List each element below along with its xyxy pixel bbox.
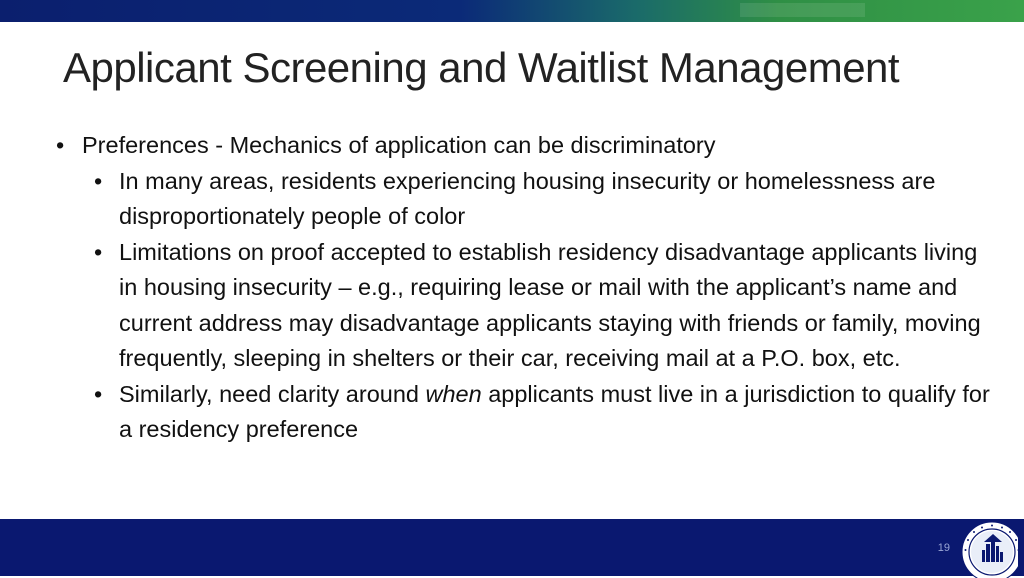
slide-content xyxy=(56,128,996,448)
bullet-marker: • xyxy=(94,167,103,194)
seal-graphic xyxy=(960,520,1018,578)
bullet-marker: • xyxy=(56,132,65,158)
sub-bullet-text-start: Similarly, need clarity around xyxy=(119,380,426,407)
emphasis-text: when xyxy=(425,380,482,407)
header-bar xyxy=(0,0,1024,22)
page-number: 19 xyxy=(937,542,950,554)
bullet-marker: • xyxy=(94,238,103,265)
bullet-marker: • xyxy=(94,380,103,407)
sub-bullet-item xyxy=(94,377,996,448)
header-bar-highlight xyxy=(740,3,865,17)
bullet-item xyxy=(56,128,996,164)
hud-seal-icon xyxy=(960,520,1018,578)
sub-bullet-item xyxy=(94,164,996,235)
bullet-text: Preferences - Mechanics of application can be discriminatory xyxy=(82,132,716,158)
footer-bar xyxy=(0,519,1024,576)
sub-bullet-text-end: applicants must live in a jurisdiction to qualify for a residency preference xyxy=(119,380,990,442)
sub-bullet-text: In many areas, residents experiencing housing insecurity or homelessness are disproportionately people of color xyxy=(119,167,936,229)
slide-title: Applicant Screening and Waitlist Management xyxy=(63,44,900,91)
sub-bullet-item xyxy=(94,235,996,377)
sub-bullet-text: Limitations on proof accepted to establish residency disadvantage applicants living in housing insecurity – e.g., requiring lease or mail with the applicant’s name and current address may disadvantage applicants staying with friends or family, moving frequently, sleeping in shelters or their car, receiving mail at a P.O. box, etc. xyxy=(119,238,981,371)
